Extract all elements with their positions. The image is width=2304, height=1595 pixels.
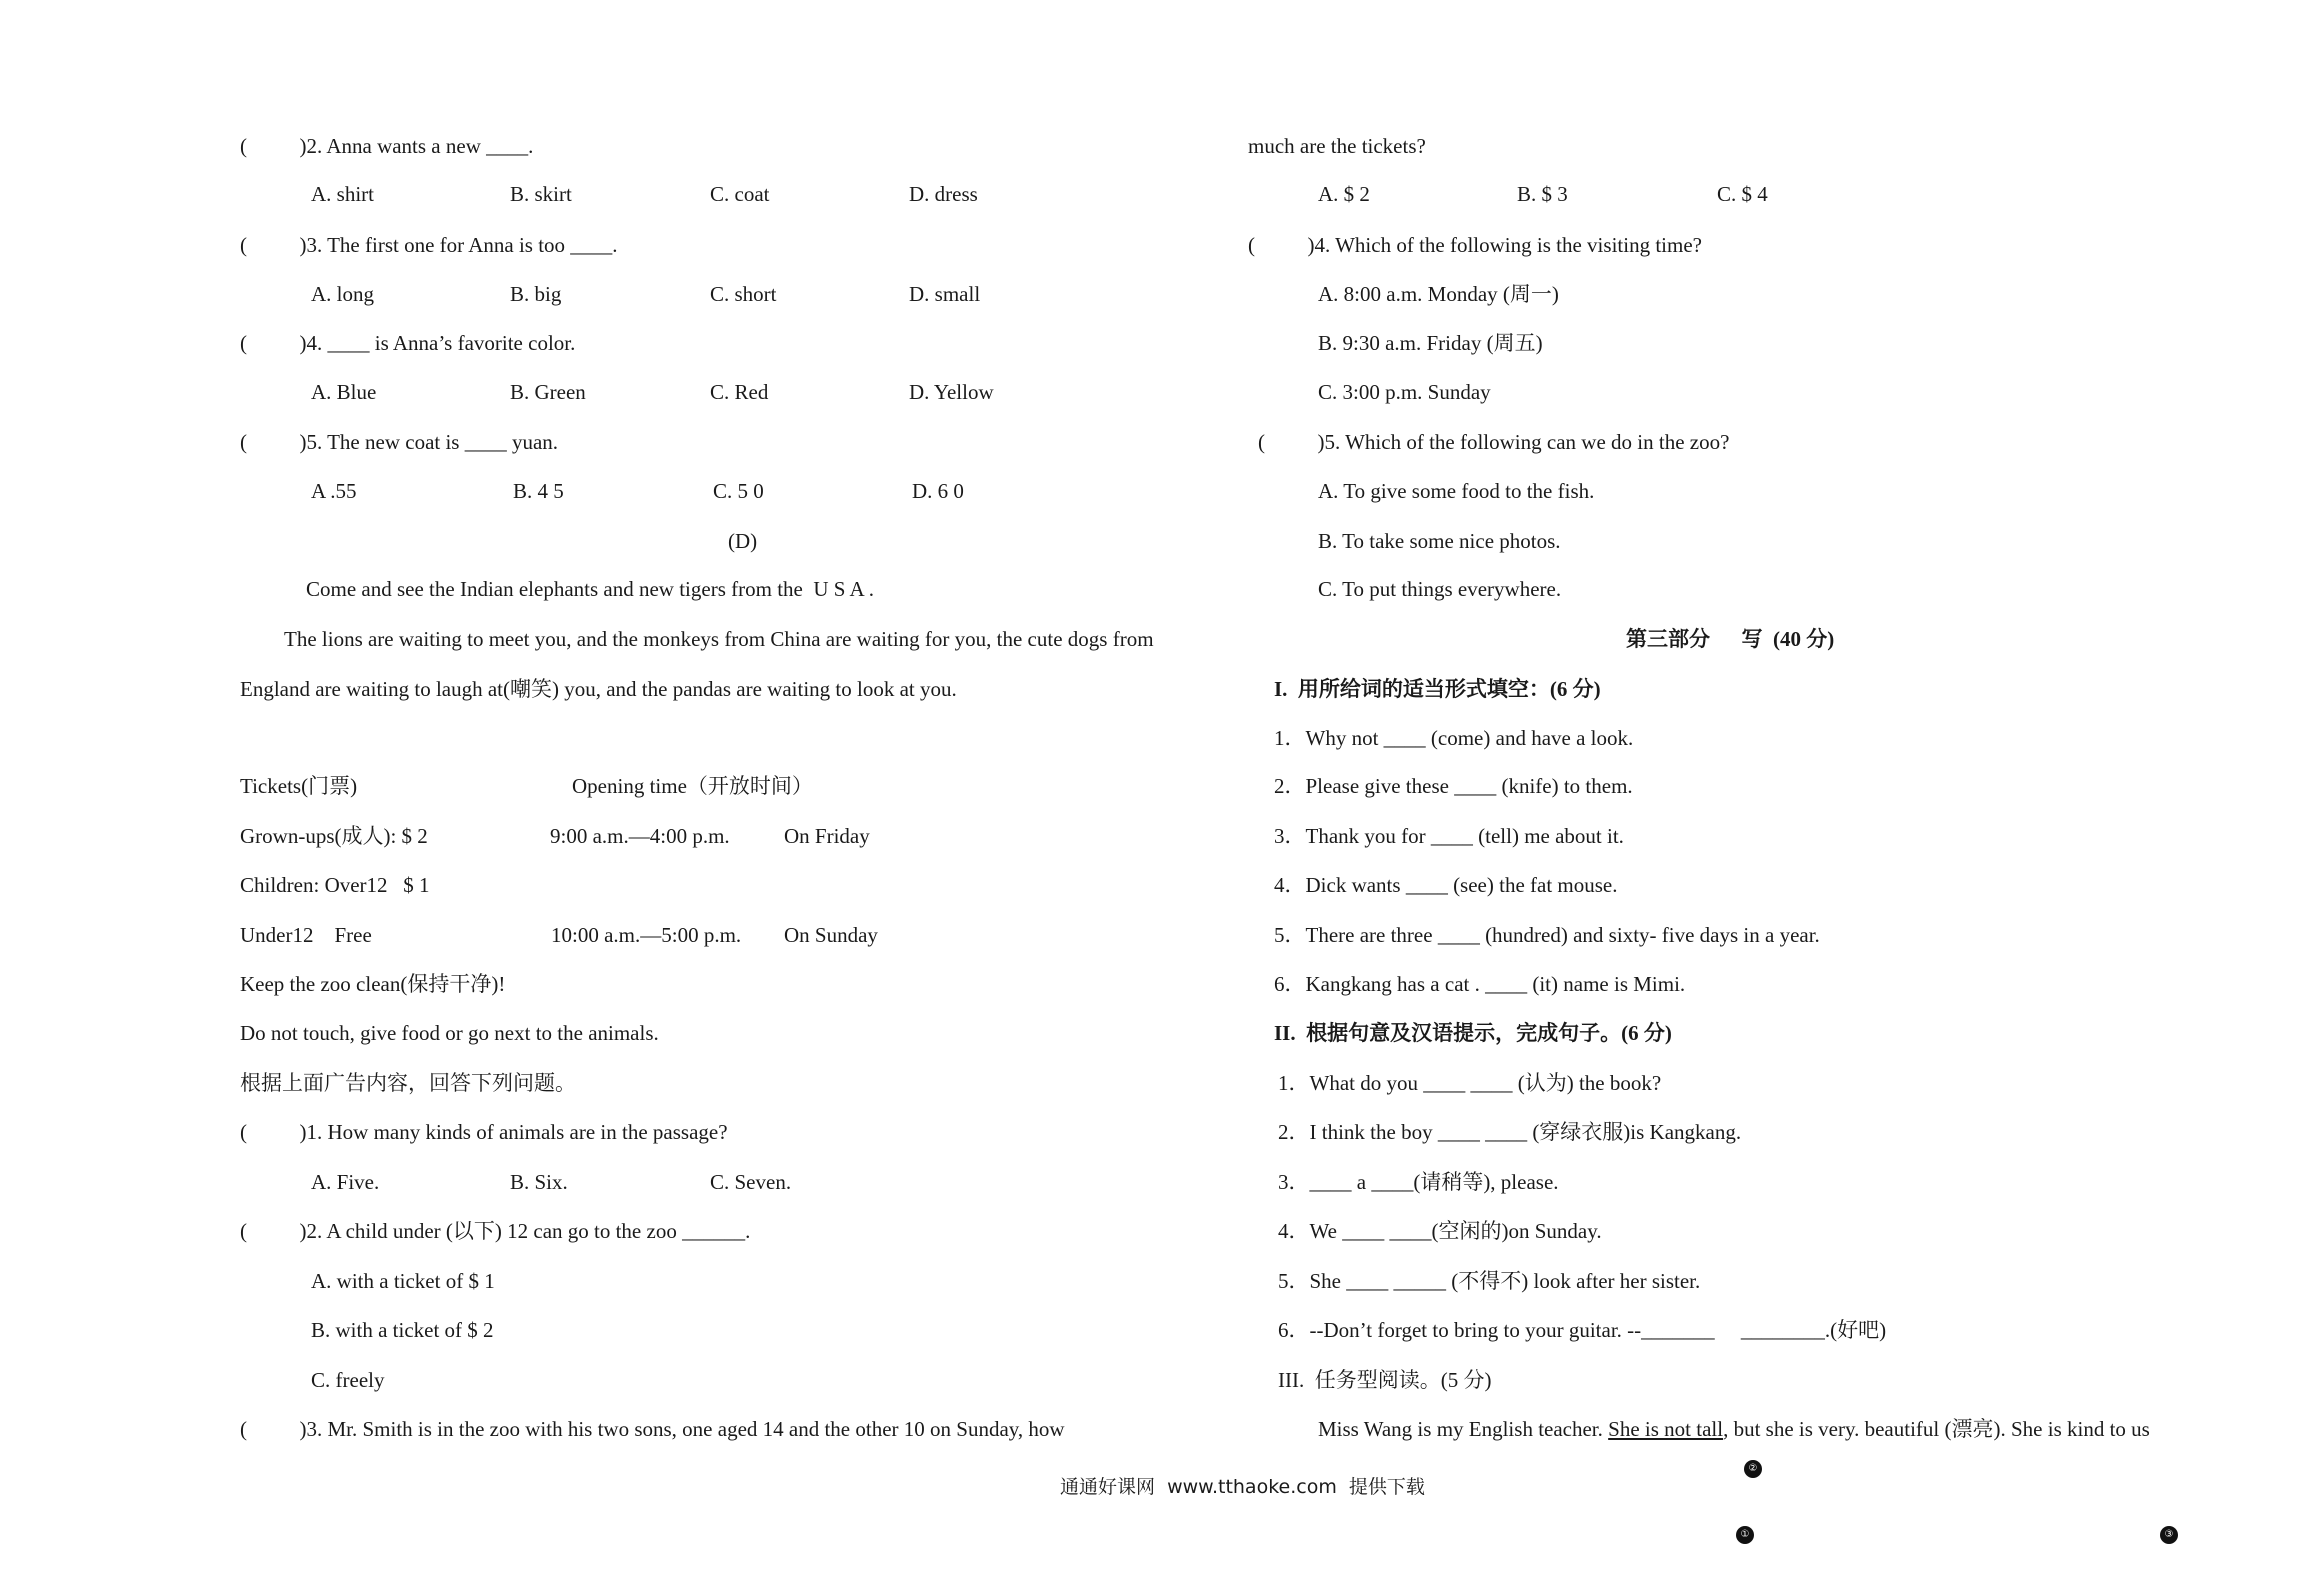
d-q4-option-b: B. 9:30 a.m. Friday (周五) <box>1318 331 1543 355</box>
d-q5-option-a: A. To give some food to the fish. <box>1318 479 1595 503</box>
under-12-price: Under12 Free <box>240 923 372 947</box>
marker-badge: ① <box>1736 1526 1754 1544</box>
friday-label: On Friday <box>784 824 870 848</box>
section-2-item: 5．She ____ _____ (不得不) look after her sister. <box>1278 1269 1701 1293</box>
c-q4-option-c: C. Red <box>710 380 769 404</box>
d-question-3: ( )3. Mr. Smith is in the zoo with his two sons, one aged 14 and the other 10 on Sunday, how <box>240 1417 1065 1441</box>
d-q3-option-c: C. $ 4 <box>1717 182 1768 206</box>
c-q2-option-a: A. shirt <box>311 182 374 206</box>
d-question-4: ( )4. Which of the following is the visiting time? <box>1248 233 1702 257</box>
section-3-title: III. 任务型阅读。(5 分) <box>1278 1368 1492 1392</box>
d-q2-option-a: A. with a ticket of $ 1 <box>311 1269 495 1293</box>
c-question-4: ( )4. ____ is Anna’s favorite color. <box>240 331 576 355</box>
d-q5-option-c: C. To put things everywhere. <box>1318 577 1562 601</box>
section-2-item: 3．____ a ____(请稍等), please. <box>1278 1170 1559 1194</box>
d-question-2: ( )2. A child under (以下) 12 can go to the zoo ______. <box>240 1219 751 1243</box>
passage-line-1: Come and see the Indian elephants and new tigers from the U S A . <box>306 577 875 601</box>
section-2-item: 6．--Don’t forget to bring to your guitar. --_______ ________.(好吧) <box>1278 1318 1887 1342</box>
section-1-item: 6．Kangkang has a cat . ____ (it) name is Mimi. <box>1274 972 1686 996</box>
c-q2-option-d: D. dress <box>909 182 978 206</box>
section-2-title: II. 根据句意及汉语提示，完成句子。(6 分) <box>1274 1021 1672 1045</box>
d-q1-option-a: A. Five. <box>311 1170 380 1194</box>
d-q4-option-c: C. 3:00 p.m. Sunday <box>1318 380 1491 404</box>
c-q3-option-d: D. small <box>909 282 981 306</box>
d-q5-option-b: B. To take some nice photos. <box>1318 529 1561 553</box>
page-footer: 通通好课网 www.tthaoke.com 提供下载 <box>1060 1476 1425 1498</box>
grownups-price: Grown-ups(成人): $ 2 <box>240 824 428 848</box>
opening-time-label: Opening time（开放时间） <box>572 774 813 798</box>
passage-text: Miss Wang is my English teacher. <box>1318 1417 1609 1441</box>
section-1-item: 2．Please give these ____ (knife) to them. <box>1274 774 1633 798</box>
instruction-text: 根据上面广告内容，回答下列问题。 <box>240 1071 576 1095</box>
c-question-2: ( )2. Anna wants a new ____. <box>240 134 534 158</box>
section-1-item: 4．Dick wants ____ (see) the fat mouse. <box>1274 873 1618 897</box>
c-q2-option-c: C. coat <box>710 182 770 206</box>
section-3-passage <box>1318 1415 2150 1443</box>
c-q3-option-b: B. big <box>510 282 562 306</box>
c-q2-option-b: B. skirt <box>510 182 572 206</box>
c-question-3: ( )3. The first one for Anna is too ____. <box>240 233 618 257</box>
section-1-item: 1．Why not ____ (come) and have a look. <box>1274 726 1634 750</box>
underlined-sentence: She is not tall <box>1608 1417 1724 1441</box>
d-question-1: ( )1. How many kinds of animals are in the passage? <box>240 1120 728 1144</box>
friday-hours: 9:00 a.m.—4:00 p.m. <box>550 824 730 848</box>
tickets-label: Tickets(门票) <box>240 774 358 798</box>
marker-badge: ③ <box>2160 1526 2178 1544</box>
c-q5-option-a: A .55 <box>311 479 357 503</box>
c-question-5: ( )5. The new coat is ____ yuan. <box>240 430 559 454</box>
c-q4-option-d: D. Yellow <box>909 380 994 404</box>
do-not-touch-notice: Do not touch, give food or go next to the animals. <box>240 1021 659 1045</box>
children-over-12-price: Children: Over12 $ 1 <box>240 873 430 897</box>
d-q3-option-b: B. $ 3 <box>1517 182 1568 206</box>
section-1-item: 3．Thank you for ____ (tell) me about it. <box>1274 824 1624 848</box>
section-2-item: 1．What do you ____ ____ (认为) the book? <box>1278 1071 1662 1095</box>
d-q2-option-c: C. freely <box>311 1368 385 1392</box>
sunday-hours: 10:00 a.m.—5:00 p.m. <box>551 923 742 947</box>
c-q3-option-c: C. short <box>710 282 777 306</box>
section-2-item: 4．We ____ ____(空闲的)on Sunday. <box>1278 1219 1602 1243</box>
marker-badge: ② <box>1744 1460 1762 1478</box>
passage-line-3: England are waiting to laugh at(嘲笑) you, and the pandas are waiting to look at you. <box>240 677 957 701</box>
c-q5-option-c: C. 5 0 <box>713 479 764 503</box>
d-q2-option-b: B. with a ticket of $ 2 <box>311 1318 494 1342</box>
passage-text: , but she is very. beautiful (漂亮). She is kind to us <box>1723 1417 2150 1441</box>
d-q3-option-a: A. $ 2 <box>1318 182 1370 206</box>
c-q4-option-a: A. Blue <box>311 380 377 404</box>
section-2-item: 2．I think the boy ____ ____ (穿绿衣服)is Kangkang. <box>1278 1120 1742 1144</box>
c-q5-option-b: B. 4 5 <box>513 479 564 503</box>
c-q4-option-b: B. Green <box>510 380 586 404</box>
d-q1-option-b: B. Six. <box>510 1170 568 1194</box>
section-1-title: I. 用所给词的适当形式填空：(6 分) <box>1274 677 1601 701</box>
keep-clean-notice: Keep the zoo clean(保持干净)! <box>240 972 506 996</box>
c-q5-option-d: D. 6 0 <box>912 479 964 503</box>
d-q4-option-a: A. 8:00 a.m. Monday (周一) <box>1318 282 1559 306</box>
part-three-heading: 第三部分 写 (40 分) <box>1626 627 1835 651</box>
d-question-5: ( )5. Which of the following can we do in the zoo? <box>1258 430 1730 454</box>
section-d-heading: (D) <box>728 529 758 553</box>
d-question-3-continued: much are the tickets? <box>1248 134 1426 158</box>
sunday-label: On Sunday <box>784 923 878 947</box>
c-q3-option-a: A. long <box>311 282 374 306</box>
section-1-item: 5．There are three ____ (hundred) and sixty- five days in a year. <box>1274 923 1820 947</box>
d-q1-option-c: C. Seven. <box>710 1170 792 1194</box>
passage-line-2: The lions are waiting to meet you, and the monkeys from China are waiting for you, the cute dogs from <box>284 627 1154 651</box>
